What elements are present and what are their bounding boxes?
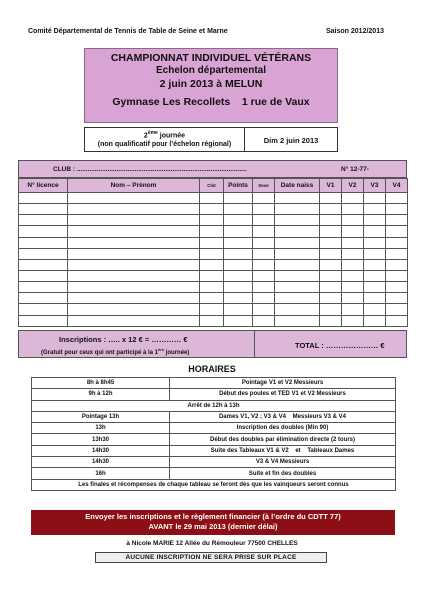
table-row [19, 270, 408, 281]
table-cell[interactable] [200, 304, 224, 315]
col-date-naiss: Date naiss [275, 179, 320, 193]
schedule-row [32, 389, 396, 400]
table-cell[interactable] [68, 215, 200, 226]
schedule-time: Pointage 13h [32, 411, 170, 422]
table-cell[interactable] [342, 293, 364, 304]
title-line-4: Gymnase Les Recollets 1 rue de Vaux [112, 96, 310, 108]
table-cell[interactable] [342, 315, 364, 326]
table-cell[interactable] [200, 237, 224, 248]
table-cell[interactable] [19, 315, 68, 326]
table-cell[interactable] [364, 282, 386, 293]
table-cell[interactable] [224, 259, 253, 270]
schedule-row [32, 468, 396, 479]
table-cell[interactable] [224, 226, 253, 237]
schedule-time: 16h [32, 468, 170, 479]
col-v4: V4 [386, 179, 408, 193]
table-cell[interactable] [224, 248, 253, 259]
table-row [19, 204, 408, 215]
table-cell[interactable] [275, 204, 320, 215]
table-cell[interactable] [320, 315, 342, 326]
table-row [19, 259, 408, 270]
table-cell[interactable] [386, 259, 408, 270]
table-cell[interactable] [19, 204, 68, 215]
col-licence: N° licence [19, 179, 68, 193]
table-cell[interactable] [342, 204, 364, 215]
table-cell[interactable] [364, 270, 386, 281]
table-cell[interactable] [19, 193, 68, 204]
schedule-row [32, 378, 396, 389]
table-cell[interactable] [342, 270, 364, 281]
club-field[interactable]: CLUB : .............................................................................................. [53, 166, 247, 173]
table-cell[interactable] [275, 193, 320, 204]
table-cell[interactable] [364, 304, 386, 315]
table-cell[interactable] [386, 248, 408, 259]
table-cell[interactable] [19, 259, 68, 270]
table-row [19, 315, 408, 326]
table-cell[interactable] [68, 248, 200, 259]
table-row [19, 304, 408, 315]
table-cell[interactable] [364, 259, 386, 270]
table-cell[interactable] [224, 304, 253, 315]
table-cell[interactable] [320, 282, 342, 293]
title-box [84, 48, 338, 123]
table-cell[interactable] [200, 204, 224, 215]
inscriptions-box [18, 330, 407, 358]
club-number: N° 12-77- [341, 166, 369, 173]
schedule-row [32, 434, 396, 445]
table-cell[interactable] [275, 315, 320, 326]
table-cell[interactable] [253, 304, 275, 315]
table-cell[interactable] [320, 293, 342, 304]
table-cell[interactable] [68, 282, 200, 293]
inscriptions-formula: Inscriptions : ….. x 12 € = ………… € [59, 335, 188, 344]
table-cell[interactable] [224, 315, 253, 326]
table-cell[interactable] [364, 237, 386, 248]
send-line-1: Envoyer les inscriptions et le règlement financier (à l’ordre du CDTT 77) [85, 512, 341, 521]
col-sexe: Sexe [253, 179, 275, 193]
table-cell[interactable] [320, 237, 342, 248]
table-row [19, 293, 408, 304]
journee-info-box [84, 127, 338, 152]
table-cell[interactable] [386, 282, 408, 293]
table-cell[interactable] [275, 237, 320, 248]
col-v2: V2 [342, 179, 364, 193]
col-nom: Nom – Prénom [68, 179, 200, 193]
schedule-row [32, 423, 396, 434]
schedule-time: 8h à 8h45 [32, 378, 170, 389]
table-cell[interactable] [342, 237, 364, 248]
schedule-event: Début des doubles par élimination directe (2 tours) [170, 434, 396, 445]
committee-name: Comité Départemental de Tennis de Table de Seine et Marne [28, 28, 228, 35]
send-instructions [31, 510, 395, 535]
table-cell[interactable] [364, 226, 386, 237]
table-cell[interactable] [364, 193, 386, 204]
table-cell[interactable] [200, 215, 224, 226]
table-cell[interactable] [19, 282, 68, 293]
schedule-event: Suite des Tableaux V1 & V2 et Tableaux Dames [170, 445, 396, 456]
table-cell[interactable] [275, 293, 320, 304]
table-cell[interactable] [68, 226, 200, 237]
table-row [19, 226, 408, 237]
schedule-time: 9h à 12h [32, 389, 170, 400]
no-onsite-registration-notice: AUCUNE INSCRIPTION NE SERA PRISE SUR PLACE [95, 552, 327, 563]
table-cell[interactable] [342, 215, 364, 226]
col-clst: Clst [200, 179, 224, 193]
table-cell[interactable] [253, 226, 275, 237]
table-cell[interactable] [253, 270, 275, 281]
table-cell[interactable] [386, 293, 408, 304]
table-cell[interactable] [342, 259, 364, 270]
total-field: TOTAL : ………………… € [295, 341, 385, 350]
table-cell[interactable] [68, 304, 200, 315]
horaires-title: HORAIRES [188, 364, 236, 374]
table-cell[interactable] [320, 204, 342, 215]
inscriptions-note-pre: (Gratuit pour ceux qui ont participé à la 1 [41, 350, 159, 356]
table-cell[interactable] [386, 270, 408, 281]
schedule-table [31, 377, 396, 491]
journee-sup: ème [147, 130, 158, 136]
table-cell[interactable] [19, 226, 68, 237]
table-cell[interactable] [19, 304, 68, 315]
table-cell[interactable] [275, 282, 320, 293]
table-cell[interactable] [320, 259, 342, 270]
table-cell[interactable] [320, 215, 342, 226]
table-header-row [19, 179, 408, 193]
journee-note: (non qualificatif pour l’échelon régional) [97, 141, 232, 149]
col-v1: V1 [320, 179, 342, 193]
table-cell[interactable] [200, 282, 224, 293]
table-cell[interactable] [275, 226, 320, 237]
table-cell[interactable] [68, 293, 200, 304]
table-cell[interactable] [253, 204, 275, 215]
table-cell[interactable] [253, 193, 275, 204]
table-cell[interactable] [19, 237, 68, 248]
table-cell[interactable] [342, 304, 364, 315]
table-cell[interactable] [386, 237, 408, 248]
table-cell[interactable] [386, 226, 408, 237]
table-cell[interactable] [19, 248, 68, 259]
table-cell[interactable] [224, 237, 253, 248]
table-cell[interactable] [275, 259, 320, 270]
schedule-row [32, 479, 396, 490]
table-cell[interactable] [364, 315, 386, 326]
table-cell[interactable] [224, 282, 253, 293]
table-cell[interactable] [320, 270, 342, 281]
table-cell[interactable] [386, 193, 408, 204]
table-cell[interactable] [253, 215, 275, 226]
table-cell[interactable] [253, 259, 275, 270]
competition-date: Dim 2 juin 2013 [263, 136, 319, 145]
journee-word: journée [157, 132, 186, 140]
table-cell[interactable] [275, 304, 320, 315]
table-cell[interactable] [68, 259, 200, 270]
schedule-row [32, 400, 396, 411]
table-cell[interactable] [342, 282, 364, 293]
table-cell[interactable] [224, 270, 253, 281]
table-cell[interactable] [386, 204, 408, 215]
table-cell[interactable] [386, 304, 408, 315]
table-cell[interactable] [68, 315, 200, 326]
schedule-event: Début des poules et TED V1 et V2 Messieurs [170, 389, 396, 400]
table-cell[interactable] [364, 248, 386, 259]
table-cell[interactable] [200, 270, 224, 281]
table-cell[interactable] [253, 237, 275, 248]
title-line-3: 2 juin 2013 à MELUN [159, 78, 263, 90]
table-cell[interactable] [253, 282, 275, 293]
schedule-note: Arrêt de 12h à 13h [32, 400, 396, 411]
col-points: Points [224, 179, 253, 193]
schedule-row [32, 457, 396, 468]
col-v3: V3 [364, 179, 386, 193]
table-cell[interactable] [68, 237, 200, 248]
table-cell[interactable] [224, 193, 253, 204]
table-cell[interactable] [320, 304, 342, 315]
title-line-2: Echelon départemental [155, 65, 267, 76]
schedule-event: Dames V1, V2 ; V3 & V4 Messieurs V3 & V4 [170, 411, 396, 422]
postal-address: à Nicole MARIE 12 Allée du Rémouleur 77500 CHELLES [126, 540, 298, 547]
table-cell[interactable] [68, 193, 200, 204]
schedule-time: 14h30 [32, 445, 170, 456]
table-row [19, 193, 408, 204]
inscriptions-divider [254, 331, 255, 357]
club-row [18, 160, 407, 178]
schedule-note: Les finales et récompenses de chaque tableau se feront dès que les vainqueurs seront connus [32, 479, 396, 490]
table-cell[interactable] [19, 215, 68, 226]
schedule-row [32, 445, 396, 456]
table-cell[interactable] [275, 215, 320, 226]
table-cell[interactable] [342, 248, 364, 259]
table-cell[interactable] [320, 193, 342, 204]
table-cell[interactable] [386, 315, 408, 326]
table-cell[interactable] [364, 293, 386, 304]
players-table [18, 178, 408, 327]
table-cell[interactable] [200, 259, 224, 270]
table-cell[interactable] [275, 248, 320, 259]
table-cell[interactable] [200, 248, 224, 259]
journee-number: 2 [143, 132, 148, 140]
table-cell[interactable] [224, 204, 253, 215]
table-row [19, 215, 408, 226]
table-cell[interactable] [253, 293, 275, 304]
table-cell[interactable] [320, 248, 342, 259]
table-cell[interactable] [342, 226, 364, 237]
table-row [19, 282, 408, 293]
schedule-event: Inscription des doubles (Min 90) [170, 423, 396, 434]
players-table-body [19, 193, 408, 327]
schedule-time: 13h30 [32, 434, 170, 445]
inscriptions-note [41, 347, 189, 356]
table-cell[interactable] [253, 315, 275, 326]
table-cell[interactable] [200, 226, 224, 237]
table-cell[interactable] [19, 293, 68, 304]
table-cell[interactable] [253, 248, 275, 259]
table-cell[interactable] [19, 270, 68, 281]
table-cell[interactable] [342, 193, 364, 204]
table-cell[interactable] [364, 204, 386, 215]
table-cell[interactable] [200, 293, 224, 304]
season-label: Saison 2012/2013 [326, 28, 384, 35]
table-cell[interactable] [224, 215, 253, 226]
table-cell[interactable] [200, 315, 224, 326]
table-cell[interactable] [386, 215, 408, 226]
schedule-time: 14h30 [32, 457, 170, 468]
table-cell[interactable] [275, 270, 320, 281]
schedule-event: Suite et fin des doubles [170, 468, 396, 479]
table-cell[interactable] [68, 204, 200, 215]
schedule-row [32, 411, 396, 422]
send-line-2: AVANT le 29 mai 2013 (dernier délai) [148, 522, 278, 531]
schedule-event: V3 & V4 Messieurs [170, 457, 396, 468]
table-row [19, 237, 408, 248]
inscriptions-note-sup: ère [158, 347, 165, 352]
table-cell[interactable] [364, 215, 386, 226]
table-cell[interactable] [224, 293, 253, 304]
table-cell[interactable] [68, 270, 200, 281]
journee-label [85, 128, 245, 151]
schedule-time: 13h [32, 423, 170, 434]
table-cell[interactable] [320, 226, 342, 237]
schedule-event: Pointage V1 et V2 Messieurs [170, 378, 396, 389]
inscriptions-note-post: journée) [164, 350, 190, 356]
table-cell[interactable] [200, 193, 224, 204]
schedule-body [32, 378, 396, 491]
title-line-1: CHAMPIONNAT INDIVIDUEL VÉTÉRANS [110, 52, 312, 64]
table-row [19, 248, 408, 259]
